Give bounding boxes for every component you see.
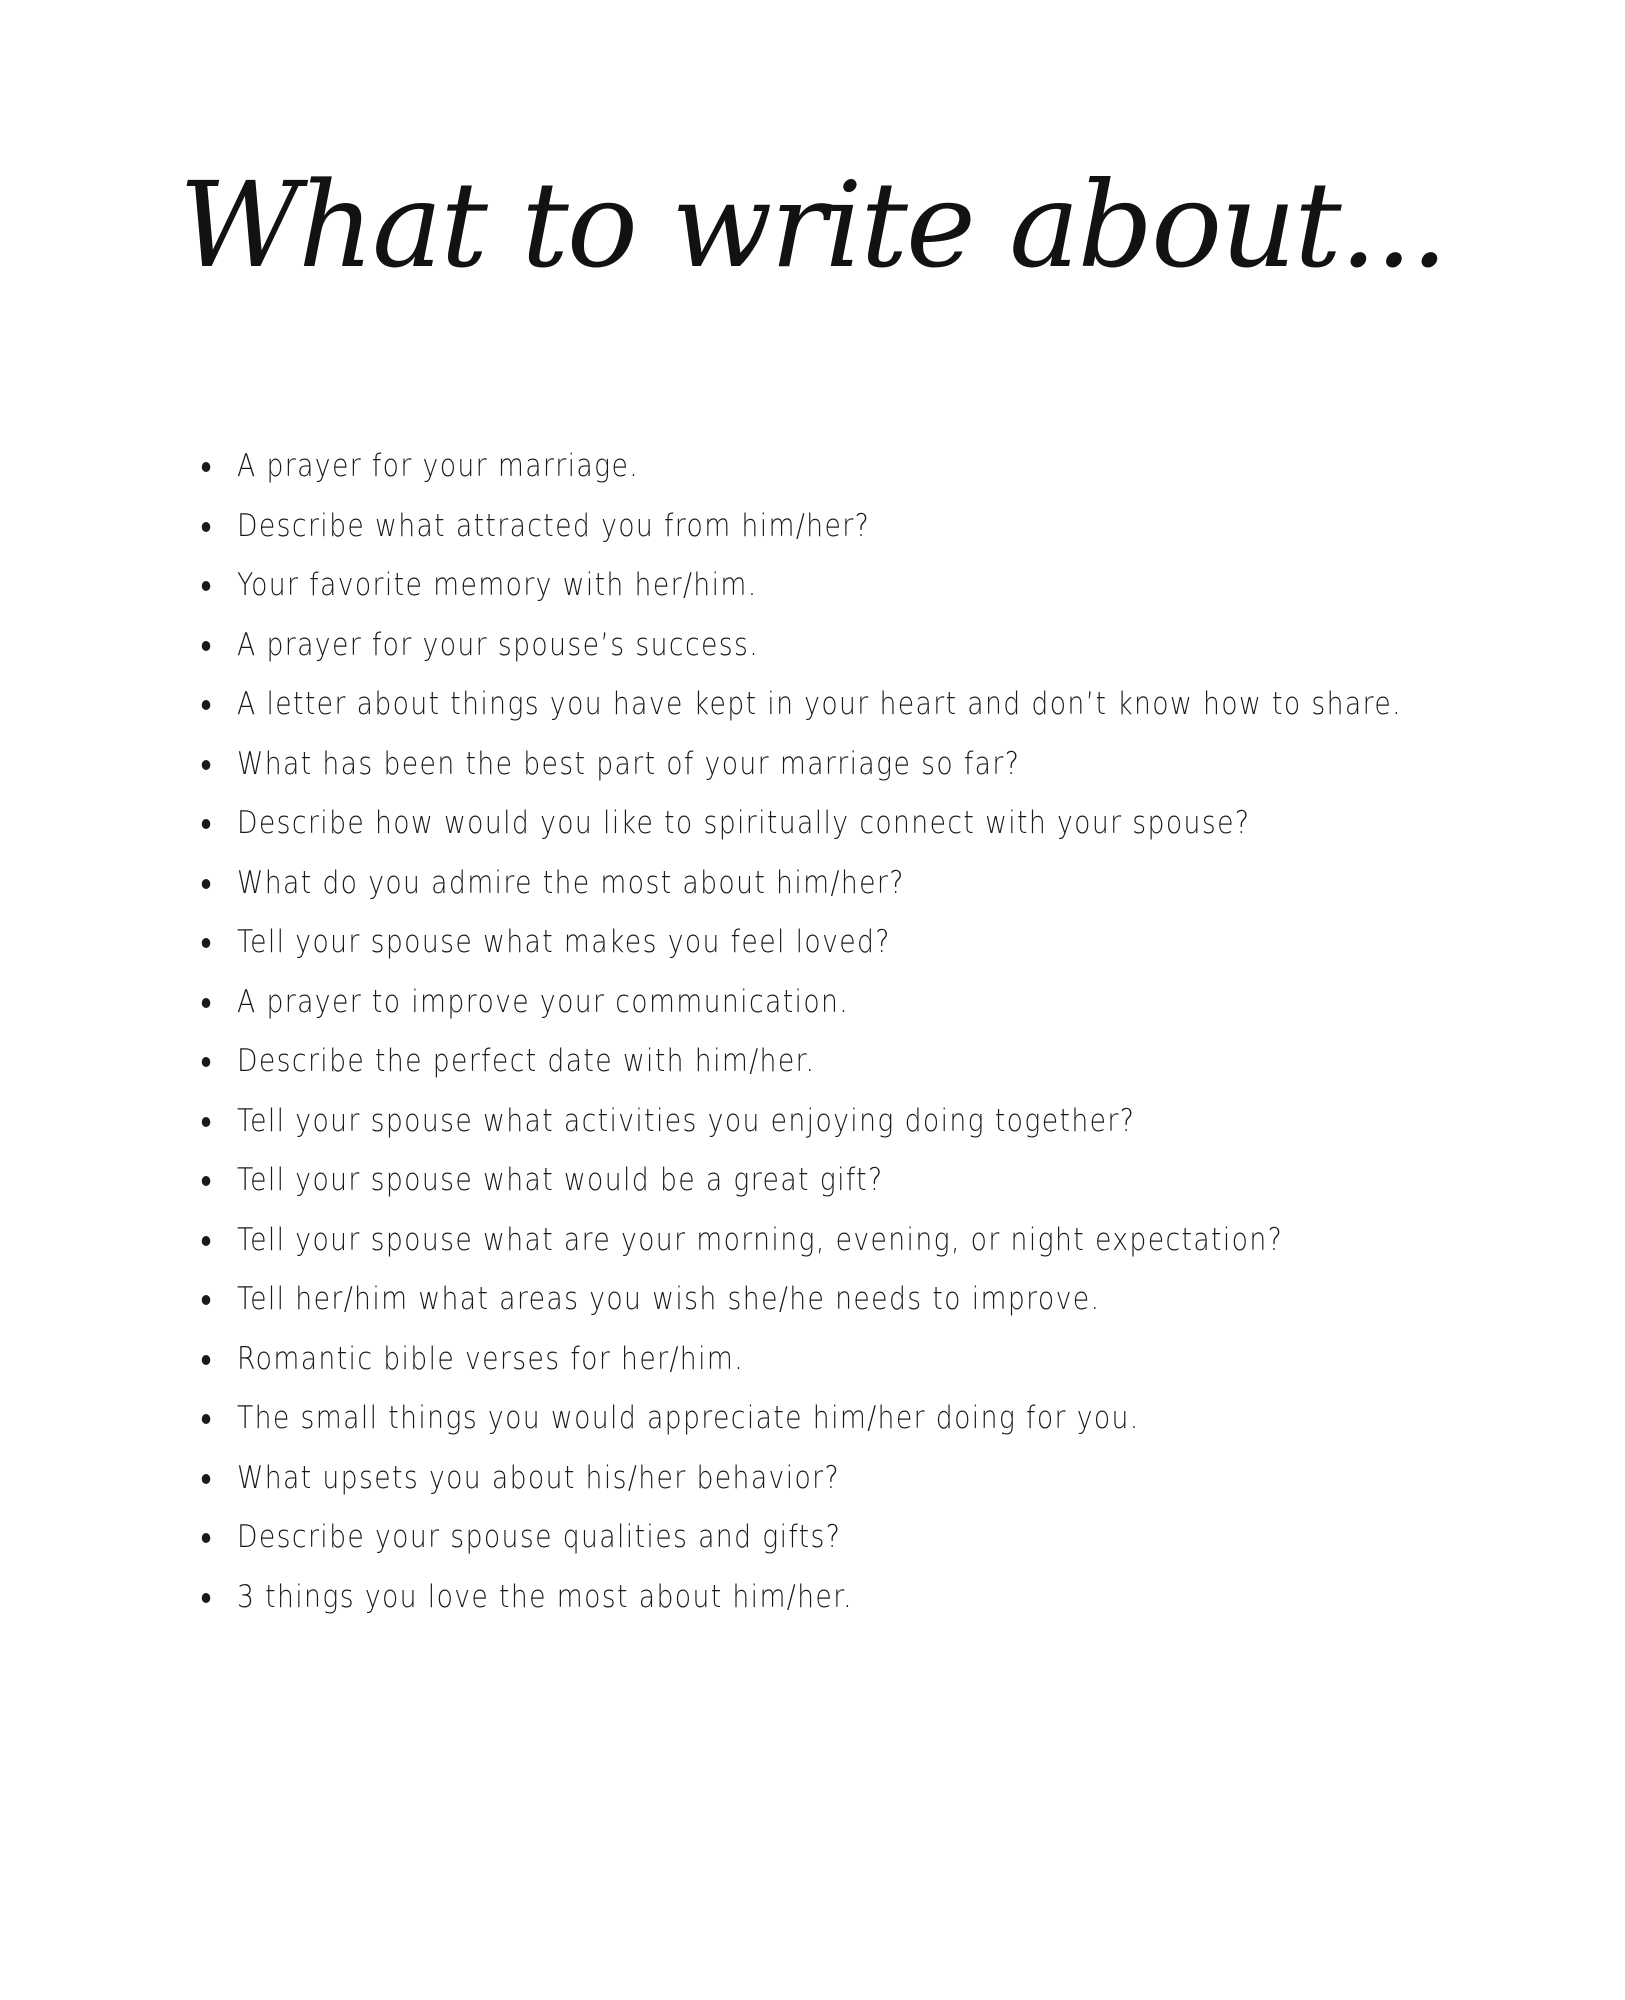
bullet-icon xyxy=(202,462,211,472)
bullet-icon xyxy=(202,1295,211,1305)
list-item-text: A letter about things you have kept in your heart and don’t know how to share. xyxy=(236,686,1402,722)
bullet-icon xyxy=(202,1533,211,1543)
bullet-icon xyxy=(202,1414,211,1424)
list-item-text: Tell her/him what areas you wish she/he needs to improve. xyxy=(236,1281,1101,1317)
list-item-text: 3 things you love the most about him/her. xyxy=(236,1578,853,1615)
bullet-icon xyxy=(202,1593,211,1603)
list-item-text: Describe what attracted you from him/her? xyxy=(236,507,871,544)
list-item-text: What has been the best part of your marriage so far? xyxy=(236,745,1021,782)
list-item xyxy=(200,735,1309,795)
bullet-icon xyxy=(202,879,211,889)
bullet-icon xyxy=(202,1355,211,1365)
bullet-icon xyxy=(202,938,211,948)
bullet-icon xyxy=(202,1236,211,1246)
list-item xyxy=(200,913,1309,973)
bullet-icon xyxy=(202,1176,211,1186)
bullet-icon xyxy=(202,641,211,651)
list-item xyxy=(200,1389,1309,1449)
list-item-text: Describe how would you like to spiritually connect with your spouse? xyxy=(236,805,1251,841)
bullet-icon xyxy=(202,1057,211,1067)
bullet-icon xyxy=(202,819,211,829)
list-item xyxy=(200,1568,1309,1628)
list-item xyxy=(200,1270,1309,1330)
list-item-text: What upsets you about his/her behavior? xyxy=(236,1459,841,1496)
list-item-text: A prayer to improve your communication. xyxy=(236,983,850,1020)
bullet-icon xyxy=(202,700,211,710)
list-item xyxy=(200,1508,1309,1568)
list-item xyxy=(200,1449,1309,1509)
list-item-text: Tell your spouse what are your morning, evening, or night expectation? xyxy=(236,1221,1284,1258)
list-item-text: Tell your spouse what makes you feel loved? xyxy=(236,924,891,960)
page-title: What to write about... xyxy=(178,156,1447,294)
list-item xyxy=(200,1151,1309,1211)
list-item xyxy=(200,556,1309,616)
list-item xyxy=(200,854,1309,914)
bullet-icon xyxy=(202,1474,211,1484)
list-item-text: Your favorite memory with her/him. xyxy=(236,567,758,603)
list-item xyxy=(200,616,1309,676)
list-item-text: The small things you would appreciate him/her doing for you. xyxy=(236,1400,1140,1436)
list-item xyxy=(200,1092,1309,1152)
bullet-icon xyxy=(202,1117,211,1127)
list-item xyxy=(200,1330,1309,1390)
prompt-list xyxy=(200,437,1490,1627)
bullet-icon xyxy=(202,581,211,591)
list-item-text: Romantic bible verses for her/him. xyxy=(236,1340,745,1377)
list-item xyxy=(200,437,1309,497)
list-item-text: A prayer for your spouse’s success. xyxy=(236,626,760,663)
list-item-text: Tell your spouse what would be a great gift? xyxy=(236,1162,884,1198)
list-item xyxy=(200,794,1309,854)
bullet-icon xyxy=(202,998,211,1008)
list-item xyxy=(200,973,1309,1033)
list-item-text: Describe your spouse qualities and gifts? xyxy=(236,1519,842,1555)
bullet-icon xyxy=(202,760,211,770)
list-item xyxy=(200,675,1402,735)
list-item-text: What do you admire the most about him/her? xyxy=(236,864,905,901)
list-item xyxy=(200,1032,1309,1092)
list-item-text: Describe the perfect date with him/her. xyxy=(236,1043,816,1079)
bullet-icon xyxy=(202,522,211,532)
list-item-text: Tell your spouse what activities you enjoying doing together? xyxy=(236,1102,1136,1139)
list-item xyxy=(200,1211,1309,1271)
list-item-text: A prayer for your marriage. xyxy=(236,448,640,484)
list-item xyxy=(200,497,1309,557)
